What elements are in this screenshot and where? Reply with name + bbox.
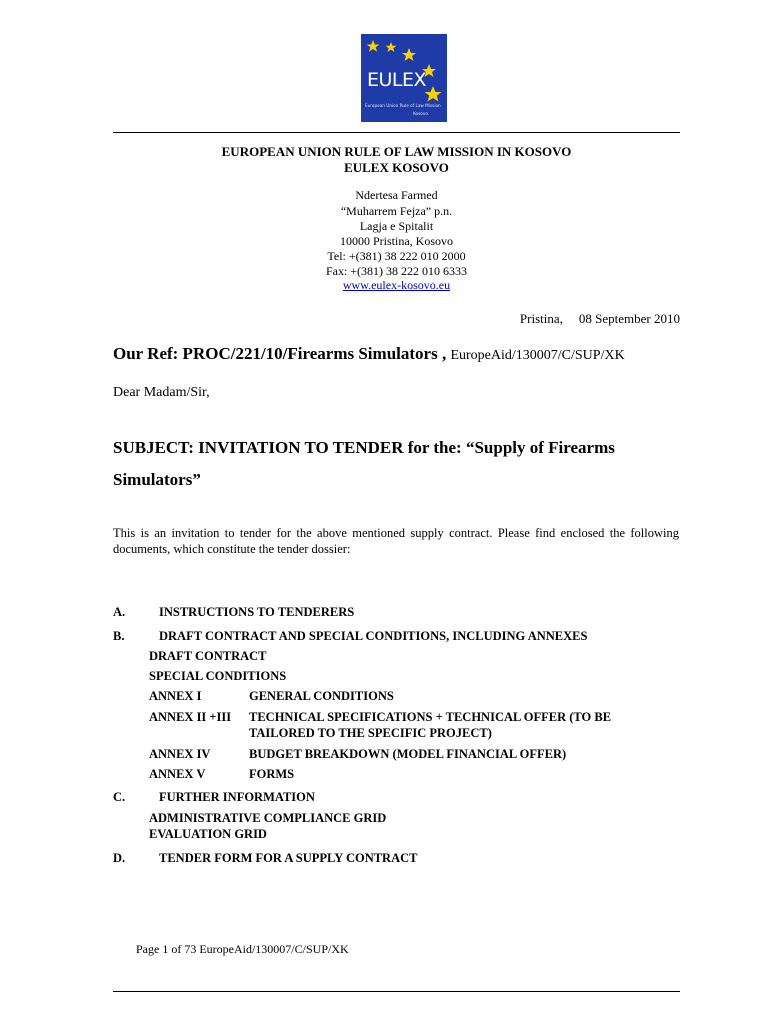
address-line: “Muharrem Fejza” p.n. <box>340 204 453 218</box>
letter-date <box>520 311 680 327</box>
annex-label: ANNEX V <box>149 767 206 781</box>
section-subitem: ADMINISTRATIVE COMPLIANCE GRID <box>149 811 387 825</box>
logo-text: EULEX <box>367 69 427 91</box>
section-letter: B. <box>113 629 125 643</box>
salutation: Dear Madam/Sir, <box>113 385 210 400</box>
date-value: 08 September 2010 <box>578 311 680 326</box>
phone-line: Tel: +(381) 38 222 010 2000 <box>327 249 466 263</box>
date-place: Pristina, <box>519 311 563 326</box>
annex-text: FORMS <box>249 767 295 781</box>
section-letter: D. <box>113 851 126 865</box>
section-title: TENDER FORM FOR A SUPPLY CONTRACT <box>159 851 418 865</box>
org-subname: EULEX KOSOVO <box>344 160 449 175</box>
annex-label: ANNEX II +III <box>149 710 232 724</box>
section-subitem: DRAFT CONTRACT <box>149 649 267 663</box>
subject-line-1: SUBJECT: INVITATION TO TENDER for the: “Supply of Firearms <box>113 438 615 457</box>
logo-tagline: European Union Rule of Law Mission <box>365 103 441 108</box>
section-letter: A. <box>113 605 126 619</box>
reference-aid: EuropeAid/130007/C/SUP/XK <box>450 348 625 363</box>
org-name: EUROPEAN UNION RULE OF LAW MISSION IN KOSOVO <box>221 144 572 159</box>
section-title: INSTRUCTIONS TO TENDERERS <box>159 605 355 619</box>
footer-rule <box>113 991 680 992</box>
section-title: FURTHER INFORMATION <box>159 790 315 804</box>
reference-label: Our Ref: PROC/221/10/Firearms Simulators , <box>113 344 447 363</box>
fax-line: Fax: +(381) 38 222 010 6333 <box>325 264 468 278</box>
intro-paragraph: This is an invitation to tender for the above mentioned supply contract. Please find enclosed the following documents, which constitute the tender dossier: <box>113 526 679 556</box>
website-row <box>113 278 680 293</box>
header-rule <box>113 132 680 133</box>
section-subitem: EVALUATION GRID <box>149 827 267 841</box>
website-link[interactable]: www.eulex-kosovo.eu <box>342 278 451 292</box>
address-line: Ndertesa Farmed <box>355 188 438 202</box>
annex-text: BUDGET BREAKDOWN (MODEL FINANCIAL OFFER) <box>249 747 567 761</box>
subject-line-2: Simulators” <box>113 470 201 489</box>
logo-tagline-2: Kosovo <box>413 111 428 116</box>
annex-text: TECHNICAL SPECIFICATIONS + TECHNICAL OFFER (TO BE TAILORED TO THE SPECIFIC PROJECT) <box>249 710 612 740</box>
section-letter: C. <box>113 790 126 804</box>
address-line: 10000 Pristina, Kosovo <box>339 234 453 248</box>
address-line: Lagja e Spitalit <box>359 219 434 233</box>
annex-text: GENERAL CONDITIONS <box>249 689 394 703</box>
section-title: DRAFT CONTRACT AND SPECIAL CONDITIONS, INCLUDING ANNEXES <box>159 629 588 643</box>
annex-label: ANNEX IV <box>149 747 211 761</box>
annex-label: ANNEX I <box>149 689 202 703</box>
page-footer: Page 1 of 73 EuropeAid/130007/C/SUP/XK <box>136 942 349 956</box>
subject-heading <box>113 432 673 496</box>
reference-line <box>113 344 625 364</box>
eulex-logo <box>361 34 447 122</box>
section-subitem: SPECIAL CONDITIONS <box>149 669 287 683</box>
